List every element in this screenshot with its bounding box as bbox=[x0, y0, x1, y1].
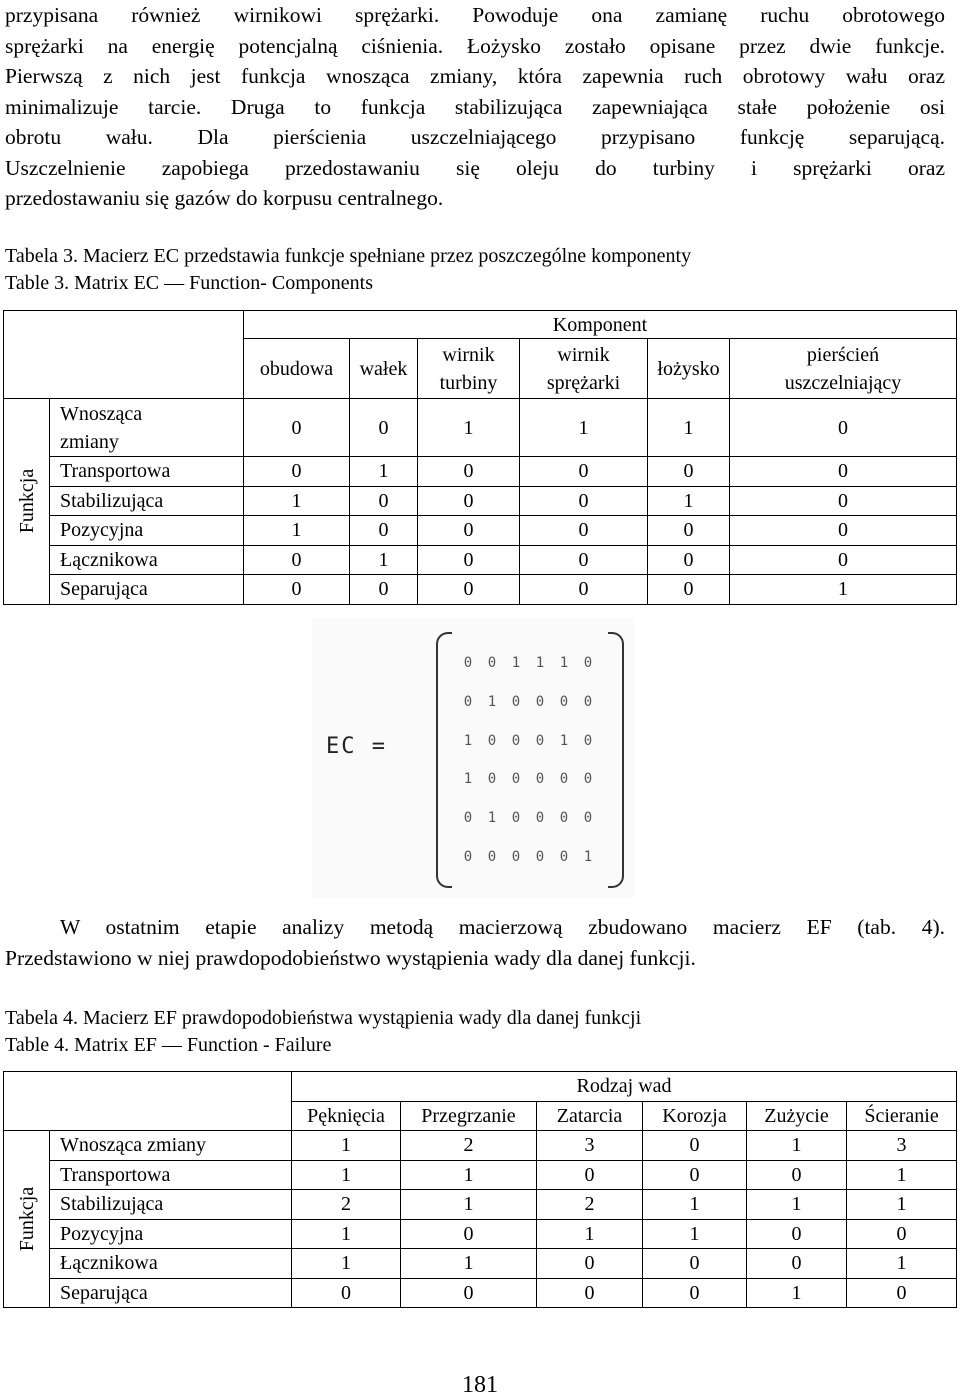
page-number: 181 bbox=[462, 1372, 498, 1398]
table-row bbox=[4, 457, 957, 487]
table3-cell: 0 bbox=[648, 575, 730, 605]
table3-column-header-line: pierścień bbox=[806, 343, 880, 366]
table3-caption-pl: Tabela 3. Macierz EC przedstawia funkcje spełniane przez poszczególne komponenty bbox=[5, 245, 692, 267]
table4-column-header: Korozja bbox=[643, 1101, 747, 1131]
table3-column-header-line: turbiny bbox=[439, 371, 498, 394]
table3-column-header bbox=[730, 339, 957, 399]
table3-cell: 0 bbox=[520, 486, 648, 516]
table3-row-label-line: Pozycyjna bbox=[60, 519, 144, 542]
table4-cell: 2 bbox=[401, 1131, 537, 1161]
table3-row-label bbox=[50, 457, 244, 487]
table4-cell: 1 bbox=[292, 1131, 401, 1161]
text-line: Pierwszą z nich jest funkcja wnosząca zmiany, która zapewnia ruch obrotowy wału oraz bbox=[5, 64, 945, 88]
ec-matrix-entry: 0 bbox=[535, 732, 545, 749]
table-row bbox=[4, 486, 957, 516]
table3-cell: 0 bbox=[418, 516, 520, 546]
ec-matrix-entry: 1 bbox=[463, 771, 473, 788]
table-row bbox=[4, 1249, 957, 1279]
table4-cell: 1 bbox=[847, 1160, 957, 1190]
ec-matrix-entry: 0 bbox=[511, 732, 521, 749]
table4-cell: 1 bbox=[292, 1160, 401, 1190]
table4-side-label: Funkcja bbox=[15, 1186, 38, 1252]
table4-row-label: Łącznikowa bbox=[50, 1249, 292, 1279]
table3-cell: 0 bbox=[648, 545, 730, 575]
table4-group-header: Rodzaj wad bbox=[292, 1072, 957, 1102]
table-row bbox=[4, 1190, 957, 1220]
table3-ec-matrix bbox=[3, 310, 957, 605]
table3-cell: 0 bbox=[520, 545, 648, 575]
table3-cell: 0 bbox=[520, 457, 648, 487]
table3-column-header-line: obudowa bbox=[259, 357, 334, 380]
text-line: W ostatnim etapie analizy metodą macierzową zbudowano macierz EF (tab. 4). bbox=[60, 915, 945, 939]
text-line: sprężarki na energię potencjalną ciśnienia. Łożysko zostało opisane przez dwie funkcje. bbox=[5, 33, 945, 58]
table3-cell: 0 bbox=[244, 575, 350, 605]
table3-cell: 0 bbox=[350, 516, 418, 546]
ec-matrix-entry: 0 bbox=[487, 655, 497, 671]
table-row bbox=[4, 1278, 957, 1308]
table3-cell: 1 bbox=[418, 399, 520, 457]
table3-cell: 1 bbox=[350, 457, 418, 487]
ec-matrix-entry: 1 bbox=[535, 655, 545, 671]
table4-cell: 0 bbox=[537, 1278, 643, 1308]
table4-row-label: Separująca bbox=[50, 1278, 292, 1308]
table4-row-label: Wnosząca zmiany bbox=[50, 1131, 292, 1161]
table3-column-header-line: sprężarki bbox=[546, 371, 621, 394]
table3-side-label: Funkcja bbox=[15, 469, 38, 534]
table3-column-header bbox=[350, 339, 418, 399]
table3-cell: 0 bbox=[418, 457, 520, 487]
ec-matrix-entry: 0 bbox=[535, 693, 545, 710]
text-line: przedostawaniu się gazów do korpusu centralnego. bbox=[5, 186, 444, 210]
text-line: Przedstawiono w niej prawdopodobieństwo wystąpienia wady dla danej funkcji. bbox=[5, 946, 696, 970]
table4-column-header: Przegrzanie bbox=[401, 1101, 537, 1131]
table3-cell: 0 bbox=[418, 486, 520, 516]
text-line: minimalizuje tarcie. Druga to funkcja stabilizująca zapewniająca stałe położenie osi bbox=[5, 94, 945, 119]
table4-cell: 1 bbox=[401, 1160, 537, 1190]
table4-column-header: Pęknięcia bbox=[292, 1101, 401, 1131]
table4-cell: 1 bbox=[747, 1131, 847, 1161]
table4-cell: 1 bbox=[847, 1249, 957, 1279]
ec-matrix-entry: 0 bbox=[583, 771, 593, 788]
table3-column-header-line: uszczelniający bbox=[784, 371, 902, 394]
table4-cell: 0 bbox=[643, 1249, 747, 1279]
table3-row-label bbox=[50, 545, 244, 575]
table4-cell: 1 bbox=[847, 1190, 957, 1220]
table3-corner bbox=[4, 311, 244, 399]
table-row bbox=[4, 516, 957, 546]
ec-matrix-entry: 1 bbox=[559, 732, 569, 749]
left-bracket bbox=[436, 632, 452, 888]
ec-matrix-entry: 0 bbox=[463, 810, 473, 827]
table-row bbox=[4, 399, 957, 457]
ec-matrix-entry: 1 bbox=[583, 848, 593, 865]
ec-matrix-entry: 0 bbox=[511, 848, 521, 865]
ec-matrix-entry: 0 bbox=[511, 810, 521, 827]
table3-row-label-line: Wnosząca bbox=[60, 402, 143, 425]
table3-group-header: Komponent bbox=[244, 311, 957, 339]
table4-cell: 0 bbox=[643, 1131, 747, 1161]
table3-row-label bbox=[50, 516, 244, 546]
table3-column-header-line: wirnik bbox=[442, 343, 495, 366]
table4-cell: 0 bbox=[401, 1278, 537, 1308]
table4-cell: 3 bbox=[847, 1131, 957, 1161]
table4-caption-en: Table 4. Matrix EF — Function - Failure bbox=[5, 1034, 332, 1056]
table3-side-label-cell bbox=[4, 399, 50, 605]
table3-cell: 0 bbox=[520, 575, 648, 605]
table4-side-label-cell bbox=[4, 1131, 50, 1308]
table4-cell: 1 bbox=[292, 1219, 401, 1249]
table3-column-header-line: wirnik bbox=[557, 343, 610, 366]
table3-cell: 1 bbox=[244, 516, 350, 546]
table3-row-label-line: Separująca bbox=[60, 578, 148, 601]
table4-cell: 1 bbox=[292, 1249, 401, 1279]
table3-column-header bbox=[648, 339, 730, 399]
table4-cell: 1 bbox=[401, 1249, 537, 1279]
table4-cell: 1 bbox=[747, 1190, 847, 1220]
ec-matrix-entry: 0 bbox=[487, 771, 497, 788]
table4-cell: 1 bbox=[643, 1219, 747, 1249]
ec-matrix-entry: 0 bbox=[463, 655, 473, 671]
ec-matrix-entry: 1 bbox=[511, 655, 521, 671]
ec-matrix-entry: 0 bbox=[559, 848, 569, 865]
table4-cell: 0 bbox=[747, 1160, 847, 1190]
ec-matrix-entry: 0 bbox=[583, 810, 593, 827]
table4-cell: 0 bbox=[747, 1219, 847, 1249]
table-row bbox=[4, 1219, 957, 1249]
table4-column-header: Ścieranie bbox=[847, 1101, 957, 1131]
table4-column-header: Zatarcia bbox=[537, 1101, 643, 1131]
table3-row-label bbox=[50, 399, 244, 457]
table4-row-label: Transportowa bbox=[50, 1160, 292, 1190]
table3-row-label-line: Transportowa bbox=[60, 460, 171, 483]
table-row bbox=[4, 1160, 957, 1190]
table3-cell: 1 bbox=[350, 545, 418, 575]
table3-column-header bbox=[244, 339, 350, 399]
table4-row-label: Pozycyjna bbox=[50, 1219, 292, 1249]
table-row bbox=[4, 1131, 957, 1161]
table3-cell: 0 bbox=[730, 457, 957, 487]
ec-matrix-entry: 0 bbox=[535, 848, 545, 865]
table3-row-label bbox=[50, 486, 244, 516]
table3-column-header bbox=[520, 339, 648, 399]
text-line: Uszczelnienie zapobiega przedostawaniu się oleju do turbiny i sprężarki oraz bbox=[5, 155, 945, 180]
right-bracket bbox=[608, 632, 624, 888]
table4-cell: 1 bbox=[401, 1190, 537, 1220]
text-line: obrotu wału. Dla pierścienia uszczelniającego przypisano funkcję separującą. bbox=[5, 125, 945, 149]
table3-cell: 1 bbox=[244, 486, 350, 516]
table3-row-label-line: Stabilizująca bbox=[60, 489, 164, 512]
table4-cell: 0 bbox=[847, 1219, 957, 1249]
table4-caption-pl: Tabela 4. Macierz EF prawdopodobieństwa wystąpienia wady dla danej funkcji bbox=[5, 1007, 642, 1029]
table3-cell: 0 bbox=[244, 545, 350, 575]
table3-cell: 0 bbox=[350, 486, 418, 516]
table3-cell: 0 bbox=[418, 545, 520, 575]
table3-column-header-line: łożysko bbox=[657, 357, 720, 380]
table4-cell: 3 bbox=[537, 1131, 643, 1161]
ec-matrix-grid bbox=[456, 644, 600, 877]
table3-cell: 0 bbox=[730, 486, 957, 516]
ec-matrix-entry: 0 bbox=[583, 693, 593, 710]
ec-matrix-figure bbox=[312, 618, 634, 898]
ec-matrix-entry: 0 bbox=[487, 848, 497, 865]
text-line: przypisana również wirnikowi sprężarki. Powoduje ona zamianę ruchu obrotowego bbox=[5, 3, 945, 27]
table4-cell: 0 bbox=[537, 1160, 643, 1190]
table3-cell: 0 bbox=[730, 516, 957, 546]
table3-cell: 1 bbox=[730, 575, 957, 605]
ec-matrix-entry: 0 bbox=[559, 693, 569, 710]
ec-matrix-entry: 0 bbox=[463, 848, 473, 865]
table3-cell: 1 bbox=[648, 399, 730, 457]
table3-cell: 0 bbox=[350, 575, 418, 605]
table3-cell: 1 bbox=[648, 486, 730, 516]
table4-cell: 0 bbox=[847, 1278, 957, 1308]
table3-row-label-line: Łącznikowa bbox=[60, 548, 158, 571]
ec-matrix-entry: 0 bbox=[535, 771, 545, 788]
table4-corner bbox=[4, 1072, 292, 1131]
table4-cell: 0 bbox=[643, 1278, 747, 1308]
table3-cell: 0 bbox=[244, 399, 350, 457]
table3-cell: 0 bbox=[648, 516, 730, 546]
table4-cell: 1 bbox=[643, 1190, 747, 1220]
ec-matrix-entry: 0 bbox=[463, 693, 473, 710]
table3-cell: 0 bbox=[730, 545, 957, 575]
table-row bbox=[4, 545, 957, 575]
ec-label: EC = bbox=[326, 734, 387, 759]
ec-matrix-entry: 0 bbox=[511, 693, 521, 710]
table3-column-header bbox=[418, 339, 520, 399]
ec-matrix-entry: 0 bbox=[583, 655, 593, 671]
ec-matrix-entry: 1 bbox=[559, 655, 569, 671]
table4-row-label: Stabilizująca bbox=[50, 1190, 292, 1220]
table4-cell: 1 bbox=[747, 1278, 847, 1308]
table4-cell: 2 bbox=[292, 1190, 401, 1220]
table3-row-label-line: zmiany bbox=[60, 430, 119, 453]
ec-matrix-entry: 0 bbox=[559, 810, 569, 827]
table3-cell: 0 bbox=[648, 457, 730, 487]
ec-matrix-entry: 0 bbox=[583, 732, 593, 749]
table4-cell: 1 bbox=[537, 1219, 643, 1249]
ec-matrix-entry: 0 bbox=[511, 771, 521, 788]
table4-cell: 2 bbox=[537, 1190, 643, 1220]
table4-cell: 0 bbox=[537, 1249, 643, 1279]
table3-cell: 0 bbox=[730, 399, 957, 457]
table3-cell: 0 bbox=[418, 575, 520, 605]
table3-caption-en: Table 3. Matrix EC — Function- Components bbox=[5, 272, 374, 294]
table4-cell: 0 bbox=[643, 1160, 747, 1190]
ec-matrix-entry: 1 bbox=[487, 810, 497, 827]
ec-matrix-entry: 0 bbox=[559, 771, 569, 788]
ec-matrix-entry: 1 bbox=[463, 732, 473, 749]
table3-column-header-line: wałek bbox=[359, 357, 408, 380]
table4-cell: 0 bbox=[747, 1249, 847, 1279]
table3-row-label bbox=[50, 575, 244, 605]
table3-cell: 0 bbox=[350, 399, 418, 457]
table4-column-header: Zużycie bbox=[747, 1101, 847, 1131]
ec-matrix-entry: 0 bbox=[535, 810, 545, 827]
table4-cell: 0 bbox=[292, 1278, 401, 1308]
ec-matrix-entry: 1 bbox=[487, 693, 497, 710]
table3-cell: 0 bbox=[520, 516, 648, 546]
table-row bbox=[4, 575, 957, 605]
table3-cell: 0 bbox=[244, 457, 350, 487]
ec-matrix-entry: 0 bbox=[487, 732, 497, 749]
table4-ef-matrix bbox=[3, 1071, 957, 1308]
table4-cell: 0 bbox=[401, 1219, 537, 1249]
table3-cell: 1 bbox=[520, 399, 648, 457]
